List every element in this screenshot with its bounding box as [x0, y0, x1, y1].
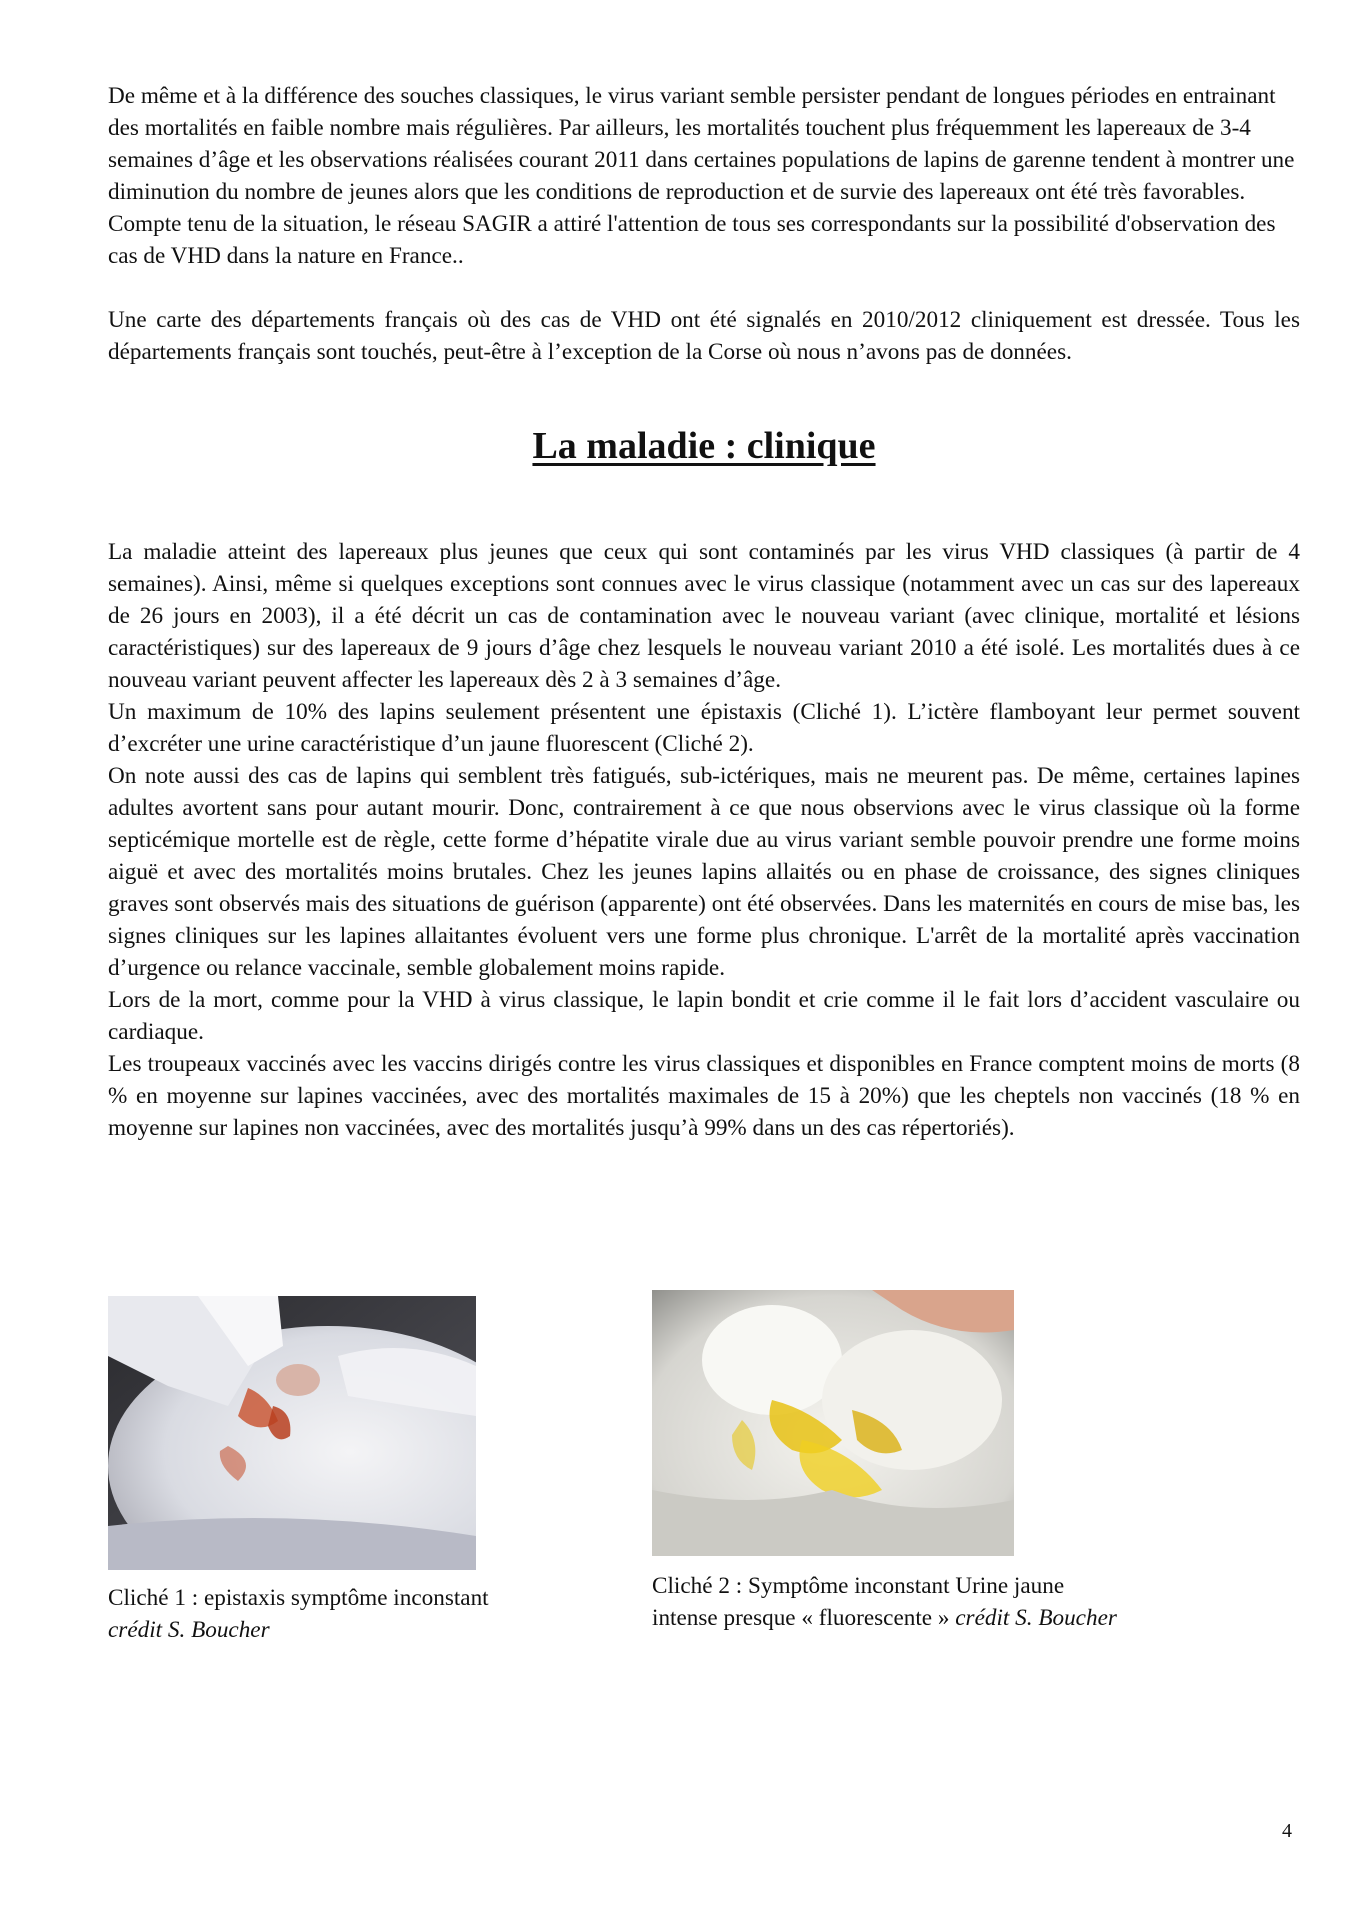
figure-1: [108, 1296, 528, 1646]
intro-paragraph-1: De même et à la différence des souches classiques, le virus variant semble persister pendant de longues périodes en entrainant des mortalités en faible nombre mais régulières. Par ailleurs, les mortalités touchent plus fréquemment les lapereaux de 3-4 semaines d’âge et les observations réalisées courant 2011 dans certaines populations de lapins de garenne tendent à montrer une diminution du nombre de jeunes alors que les conditions de reproduction et de survie des lapereaux ont été très favorables. Compte tenu de la situation, le réseau SAGIR a attiré l'attention de tous ses correspondants sur la possibilité d'observation des cas de VHD dans la nature en France..: [108, 83, 1295, 269]
figure-credit: crédit S. Boucher: [955, 1605, 1117, 1631]
figure-credit: crédit S. Boucher: [108, 1617, 270, 1643]
figure-caption-text: Cliché 2 : Symptôme inconstant Urine jaune intense presque « fluorescente »: [652, 1573, 1065, 1631]
intro-paragraph-2: Une carte des départements français où des cas de VHD ont été signalés en 2010/2012 cliniquement est dressée. Tous les départements français sont touchés, peut-être à l’exception de la Corse où nous n’avons pas de données.: [108, 307, 1300, 365]
rabbit-epistaxis-photo-icon: [108, 1296, 476, 1570]
section-paragraph: Les troupeaux vaccinés avec les vaccins dirigés contre les virus classiques et disponibles en France comptent moins de morts (8 % en moyenne sur lapines vaccinées, avec des mortalités maximales de 15 à 20%) que les cheptels non vaccinés (18 % en moyenne sur lapines non vaccinées, avec des mortalités jusqu’à 99% dans un des cas répertoriés).: [108, 1051, 1300, 1141]
document-page: [108, 80, 1300, 1144]
figure-caption-text: Cliché 1 : epistaxis symptôme inconstant: [108, 1585, 489, 1611]
figure-1-caption: [108, 1582, 528, 1646]
section-paragraph: La maladie atteint des lapereaux plus jeunes que ceux qui sont contaminés par les virus VHD classiques (à partir de 4 semaines). Ainsi, même si quelques exceptions sont connues avec le virus classique (notamment avec un cas sur des lapereaux de 26 jours en 2003), il a été décrit un cas de contamination avec le nouveau variant (avec clinique, mortalité et lésions caractéristiques) sur des lapereaux de 9 jours d’âge chez lesquels le nouveau variant 2010 a été isolé. Les mortalités dues à ce nouveau variant peuvent affecter les lapereaux dès 2 à 3 semaines d’âge.: [108, 539, 1300, 693]
figure-2-caption: [652, 1570, 1122, 1634]
section-paragraph: On note aussi des cas de lapins qui semblent très fatigués, sub-ictériques, mais ne meurent pas. De même, certaines lapines adultes avortent sans pour autant mourir. Donc, contrairement à ce que nous observions avec le virus classique où la forme septicémique mortelle est de règle, cette forme d’hépatite virale due au virus variant semble pouvoir prendre une forme moins aiguë et avec des mortalités moins brutales. Chez les jeunes lapins allaités ou en phase de croissance, des signes cliniques graves sont observés mais des situations de guérison (apparente) ont été observées. Dans les maternités en cours de mise bas, les signes cliniques sur les lapines allaitantes évoluent vers une forme plus chronique. L'arrêt de la mortalité après vaccination d’urgence ou relance vaccinale, semble globalement moins rapide.: [108, 763, 1300, 981]
section-paragraph: Lors de la mort, comme pour la VHD à virus classique, le lapin bondit et crie comme il le fait lors d’accident vasculaire ou cardiaque.: [108, 987, 1300, 1045]
section-title: La maladie : clinique: [532, 425, 876, 467]
figure-2: [652, 1290, 1122, 1634]
page-number: 4: [1282, 1820, 1292, 1842]
section-paragraph: Un maximum de 10% des lapins seulement présentent une épistaxis (Cliché 1). L’ictère flamboyant leur permet souvent d’excréter une urine caractéristique d’un jaune fluorescent (Cliché 2).: [108, 699, 1300, 757]
rabbit-yellow-urine-photo-icon: [652, 1290, 1014, 1556]
